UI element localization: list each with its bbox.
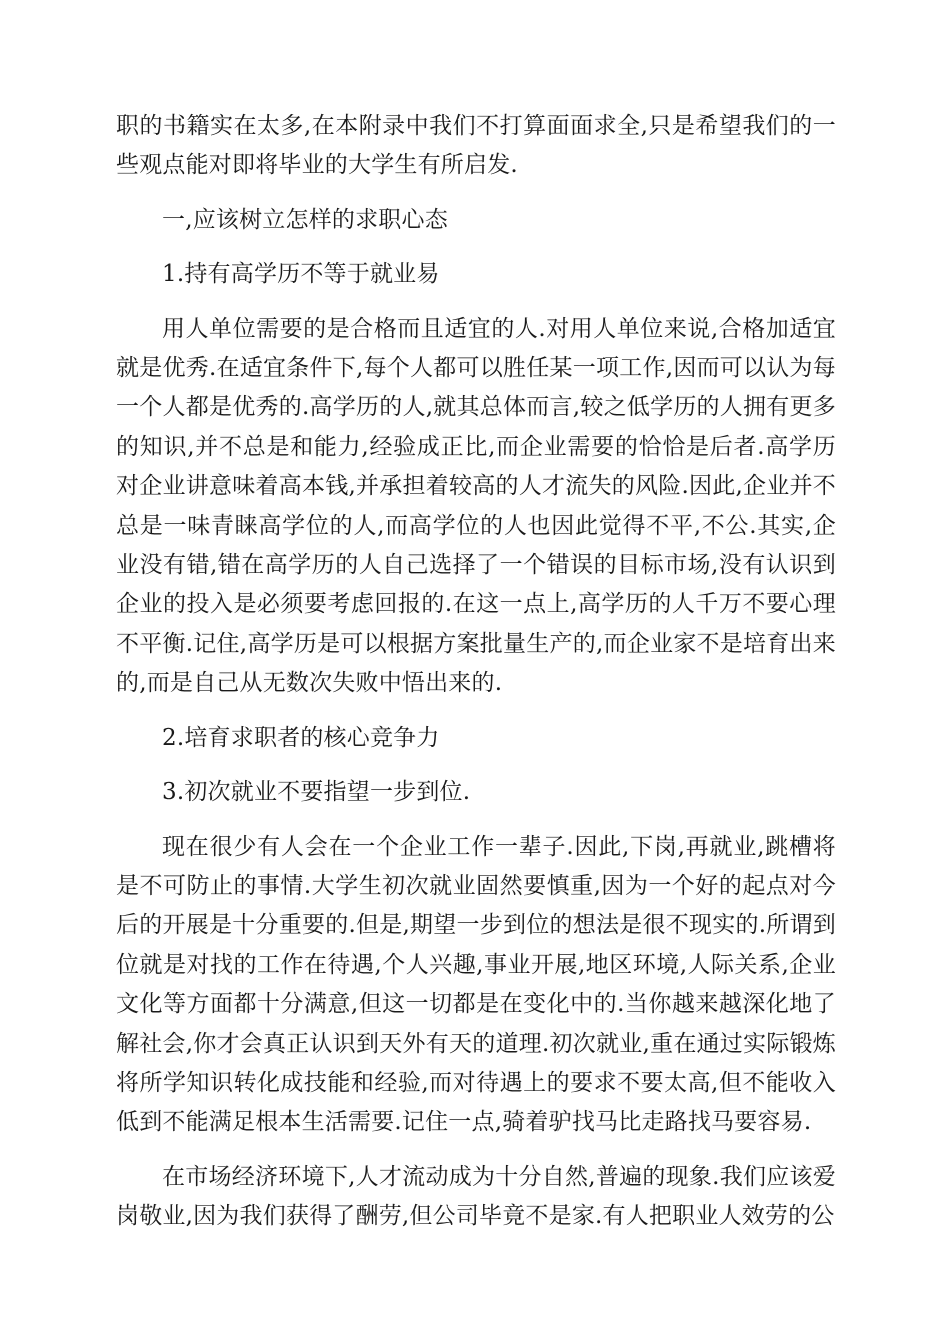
section-heading-job-mindset: 一,应该树立怎样的求职心态	[162, 206, 448, 233]
paragraph-intro-continuation: 职的书籍实在太多,在本附录中我们不打算面面求全,只是希望我们的一些观点能对即将毕业的大学生有所启发.	[116, 113, 836, 179]
paragraph-high-degree: 用人单位需要的是合格而且适宜的人.对用人单位来说,合格加适宜就是优秀.在适宜条件下,每个人都可以胜任某一项工作,因而可以认为每一个人都是优秀的.高学历的人,就其总体而言,较之低学历的人拥有更多的知识,并不总是和能力,经验成正比,而企业需要的恰恰是后者.高学历对企业讲意味着高本钱,并承担着较高的人才流失的风险.因此,企业并不总是一味青睐高学位的人,而高学位的人也因此觉得不平,不公.其实,企业没有错,错在高学历的人自己选择了一个错误的目标市场,没有认识到企业的投入是必须要考虑回报的.在这一点上,高学历的人千万不要心理不平衡.记住,高学历是可以根据方案批量生产的,而企业家不是培育出来的,而是自己从无数次失败中悟出来的.	[116, 315, 836, 697]
subheading-core-competitiveness: 2.培育求职者的核心竞争力	[162, 724, 440, 751]
paragraph-first-job: 现在很少有人会在一个企业工作一辈子.因此,下岗,再就业,跳槽将是不可防止的事情.大学生初次就业固然要慎重,因为一个好的起点对今后的开展是十分重要的.但是,期望一步到位的想法是很不现实的.所谓到位就是对找的工作在待遇,个人兴趣,事业开展,地区环境,人际关系,企业文化等方面都十分满意,但这一切都是在变化中的.当你越来越深化地了解社会,你才会真正认识到天外有天的道理.初次就业,重在通过实际锻炼将所学知识转化成技能和经验,而对待遇上的要求不要太高,但不能收入低到不能满足根本生活需要.记住一点,骑着驴找马比走路找马要容易.	[116, 833, 836, 1136]
paragraph-talent-mobility: 在市场经济环境下,人才流动成为十分自然,普遍的现象.我们应该爱岗敬业,因为我们获得了酬劳,但公司毕竟不是家.有人把职业人效劳的公	[116, 1163, 836, 1230]
subheading-first-job: 3.初次就业不要指望一步到位.	[162, 779, 471, 806]
subheading-high-degree: 1.持有高学历不等于就业易	[162, 261, 440, 288]
document-body	[116, 107, 836, 1252]
